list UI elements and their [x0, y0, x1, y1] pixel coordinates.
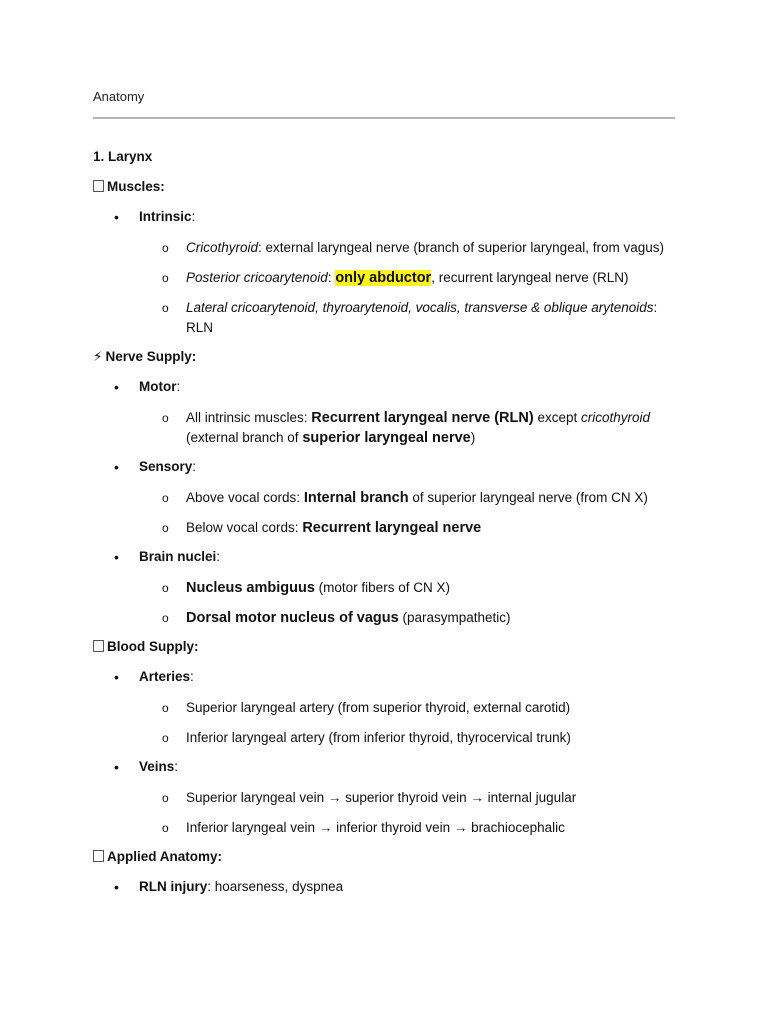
bold-text: Internal branch — [303, 490, 409, 506]
text: except — [533, 410, 581, 425]
lightning-icon: ⚡ — [93, 349, 103, 364]
list-item-dorsal-motor-nucleus — [93, 608, 675, 628]
text: (parasympathetic) — [398, 610, 511, 625]
list-item-vein: o Superior laryngeal vein → superior thyroid vein → internal jugular — [93, 788, 675, 808]
colon: : — [176, 379, 181, 394]
muscle-text: : external laryngeal nerve (branch of superior laryngeal, from vagus) — [258, 240, 664, 255]
bold-text: Dorsal motor nucleus of vagus — [186, 610, 399, 626]
colon: : — [174, 759, 179, 774]
applied-anatomy-title: Applied Anatomy: — [107, 849, 223, 864]
brain-nuclei-label: Brain nuclei — [139, 549, 217, 564]
list-item-nucleus-ambiguus — [93, 578, 675, 598]
list-item-sensory-above — [93, 488, 675, 508]
colon: : — [190, 669, 194, 684]
list-item-arteries — [93, 668, 675, 686]
bold-text: Recurrent laryngeal nerve — [302, 520, 482, 536]
list-item-cricothyroid — [93, 238, 675, 258]
rln-injury-text: : hoarseness, dyspnea — [207, 879, 344, 894]
muscle-name: Posterior cricoarytenoid — [186, 270, 328, 285]
list-item-artery: o Inferior laryngeal artery (from inferior thyroid, thyrocervical trunk) — [93, 728, 675, 748]
list-item-motor — [93, 378, 675, 396]
arteries-label: Arteries — [139, 669, 191, 684]
separator: : — [327, 270, 336, 285]
italic-text: cricothyroid — [580, 410, 650, 425]
bold-text: superior laryngeal nerve — [302, 430, 471, 446]
list-item-other-intrinsics — [93, 298, 675, 338]
text: Below vocal cords: — [186, 520, 303, 535]
page-header-title: Anatomy — [93, 89, 145, 104]
text: All intrinsic muscles: — [186, 410, 312, 425]
text: of superior laryngeal nerve (from CN X) — [408, 490, 648, 505]
blood-supply-title: Blood Supply: — [107, 639, 199, 654]
highlighted-text: only abductor — [335, 270, 432, 286]
colon: : — [192, 459, 197, 474]
applied-anatomy-heading — [93, 848, 675, 878]
colon: : — [191, 209, 196, 224]
bold-text: Nucleus ambiguus — [186, 580, 315, 596]
missing-glyph-icon — [93, 180, 104, 192]
list-item-sensory-below — [93, 518, 675, 538]
muscles-heading — [93, 178, 675, 208]
text: (motor fibers of CN X) — [314, 580, 450, 595]
veins-label: Veins — [139, 759, 175, 774]
colon: : — [216, 549, 221, 564]
bold-text: Recurrent laryngeal nerve (RLN) — [311, 410, 534, 426]
intrinsic-label: Intrinsic — [139, 209, 192, 224]
sensory-label: Sensory — [139, 459, 193, 474]
list-item-sensory — [93, 458, 675, 476]
text: Above vocal cords: — [186, 490, 304, 505]
list-item-artery: o Superior laryngeal artery (from superior thyroid, external carotid) — [93, 698, 675, 718]
list-item-motor-detail — [93, 408, 675, 448]
muscle-name: Cricothyroid — [186, 240, 259, 255]
list-item-vein: o Inferior laryngeal vein → inferior thyroid vein → brachiocephalic — [93, 818, 675, 838]
list-item-posterior-cricoarytenoid — [93, 268, 675, 288]
nerve-supply-heading — [93, 348, 675, 378]
muscles-title: Muscles: — [107, 179, 165, 194]
motor-label: Motor — [139, 379, 177, 394]
muscle-text: , recurrent laryngeal nerve (RLN) — [431, 270, 629, 285]
list-item-rln-injury — [93, 878, 675, 896]
header-divider — [93, 117, 675, 119]
rln-injury-label: RLN injury — [139, 879, 208, 894]
muscle-name: Lateral cricoarytenoid, thyroarytenoid, vocalis, transverse & oblique arytenoids — [186, 300, 654, 315]
text: (external branch of — [186, 430, 303, 445]
section-heading-larynx: 1. Larynx — [93, 149, 153, 164]
blood-supply-heading — [93, 638, 675, 668]
muscle-text: : RLN — [186, 300, 658, 335]
document-body — [93, 148, 675, 908]
text: ) — [470, 430, 476, 445]
nerve-supply-title: Nerve Supply: — [105, 349, 197, 364]
list-item-brain-nuclei — [93, 548, 675, 566]
missing-glyph-icon — [93, 850, 104, 862]
list-item-veins — [93, 758, 675, 776]
list-item-intrinsic — [93, 208, 675, 226]
missing-glyph-icon — [93, 640, 104, 652]
